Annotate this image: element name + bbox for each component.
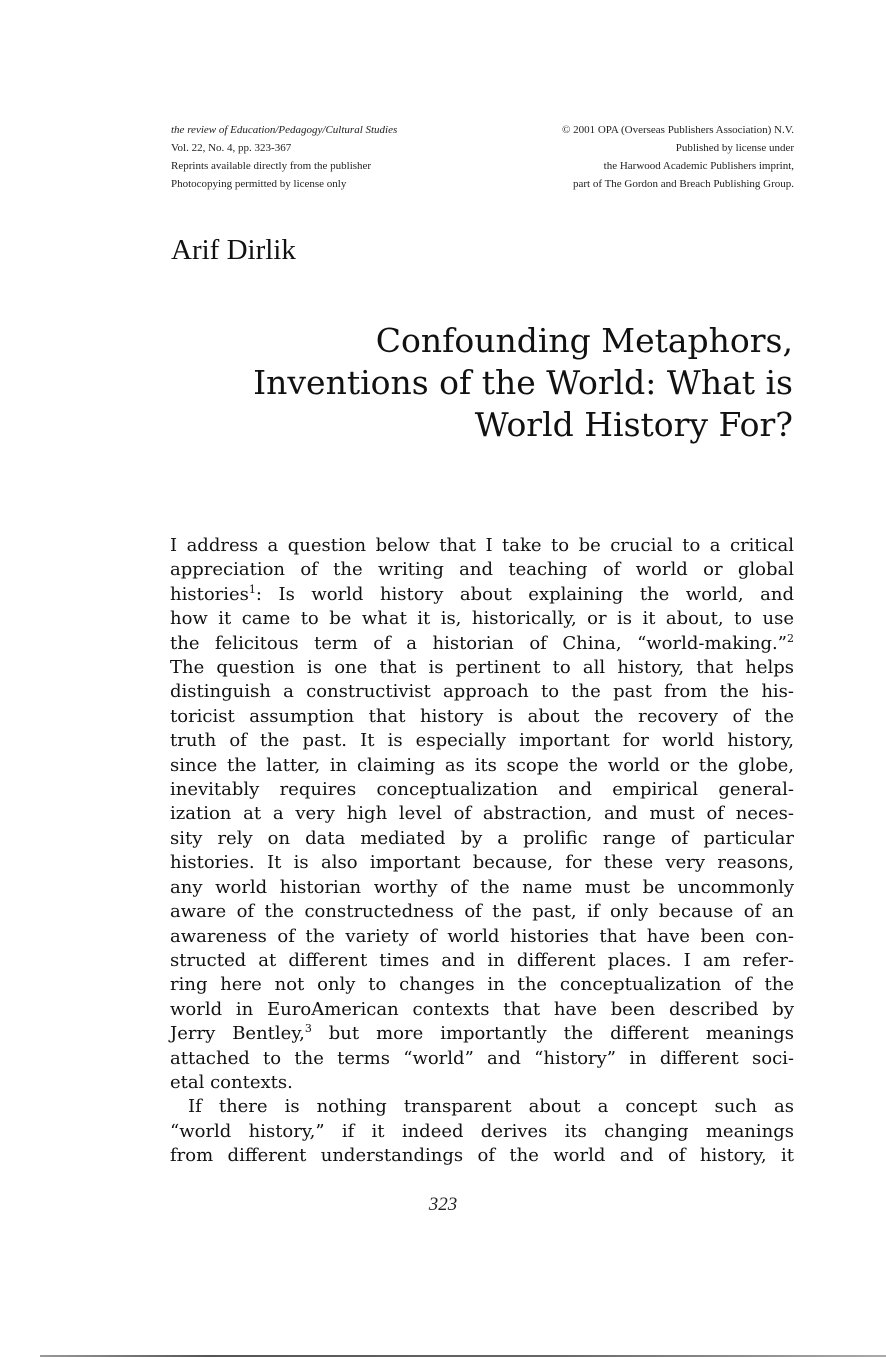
body-line: attached to the terms “world” and “history” in different soci- bbox=[170, 1047, 794, 1069]
copyright-info bbox=[492, 121, 794, 193]
body-line: histories. It is also important because, for these very reasons, bbox=[170, 852, 794, 874]
body-line bbox=[170, 583, 794, 607]
body-line: from different understandings of the world and of history, it bbox=[170, 1145, 794, 1167]
body-line: distinguish a constructivist approach to the past from the his- bbox=[170, 681, 794, 703]
journal-info bbox=[171, 121, 491, 193]
body-line: ring here not only to changes in the conceptualization of the bbox=[170, 974, 794, 996]
body-line: any world historian worthy of the name must be uncommonly bbox=[170, 876, 794, 898]
article-title bbox=[171, 320, 793, 446]
body-line: appreciation of the writing and teaching of world or global bbox=[170, 559, 794, 581]
body-text-span: histories bbox=[170, 583, 249, 605]
body-line: “world history,” if it indeed derives its changing meanings bbox=[170, 1120, 794, 1142]
body-line: etal contexts. bbox=[170, 1071, 293, 1093]
body-line: how it came to be what it is, historically, or is it about, to use bbox=[170, 608, 794, 630]
body-line: structed at different times and in different places. I am refer- bbox=[170, 949, 794, 971]
body-line bbox=[170, 1022, 794, 1046]
body-line: The question is one that is pertinent to all history, that helps bbox=[170, 657, 794, 679]
body-line bbox=[170, 632, 794, 656]
body-line: inevitably requires conceptualization and empirical general- bbox=[170, 779, 794, 801]
body-line: truth of the past. It is especially important for world history, bbox=[170, 730, 794, 752]
body-text-span: the felicitous term of a historian of China, “world-making.” bbox=[170, 632, 787, 654]
body-line: toricist assumption that history is about the recovery of the bbox=[170, 705, 794, 727]
title-line: Inventions of the World: What is bbox=[253, 363, 793, 402]
body-line: aware of the constructedness of the past, if only because of an bbox=[170, 901, 794, 923]
body-line: since the latter, in claiming as its scope the world or the globe, bbox=[170, 754, 794, 776]
journal-volume: Vol. 22, No. 4, pp. 323-367 bbox=[171, 142, 292, 154]
title-line: Confounding Metaphors, bbox=[375, 321, 793, 360]
publishing-group-line: part of The Gordon and Breach Publishing Group. bbox=[573, 178, 794, 190]
body-line: If there is nothing transparent about a concept such as bbox=[188, 1096, 794, 1118]
body-line: awareness of the variety of world histories that have been con- bbox=[170, 925, 794, 947]
body-line: I address a question below that I take to be crucial to a critical bbox=[170, 535, 794, 556]
body-text bbox=[170, 534, 794, 1169]
footnote-ref-1[interactable]: 1 bbox=[248, 582, 256, 596]
copyright-line: © 2001 OPA (Overseas Publishers Association) N.V. bbox=[561, 124, 794, 136]
page-number: 323 bbox=[428, 1194, 458, 1215]
body-text-span: but more importantly the different meanings bbox=[311, 1023, 794, 1045]
footnote-ref-3[interactable]: 3 bbox=[304, 1022, 312, 1036]
body-line: ization at a very high level of abstraction, and must of neces- bbox=[170, 803, 794, 825]
title-line: World History For? bbox=[474, 405, 793, 444]
author-name: Arif Dirlik bbox=[171, 234, 296, 266]
reprints-note: Reprints available directly from the publisher bbox=[171, 160, 372, 172]
scan-edge-divider bbox=[40, 1355, 886, 1357]
footnote-ref-2[interactable]: 2 bbox=[787, 631, 794, 645]
imprint-line: the Harwood Academic Publishers imprint, bbox=[603, 160, 794, 172]
body-line: world in EuroAmerican contexts that have been described by bbox=[170, 998, 794, 1020]
license-line: Published by license under bbox=[675, 142, 794, 154]
body-line: sity rely on data mediated by a prolific range of particular bbox=[170, 827, 794, 849]
body-text-span: Jerry Bentley, bbox=[170, 1023, 305, 1045]
body-text-span: : Is world history about explaining the world, and bbox=[255, 583, 794, 605]
journal-title: the review of Education/Pedagogy/Cultural Studies bbox=[171, 124, 398, 136]
photocopy-note: Photocopying permitted by license only bbox=[171, 178, 347, 190]
